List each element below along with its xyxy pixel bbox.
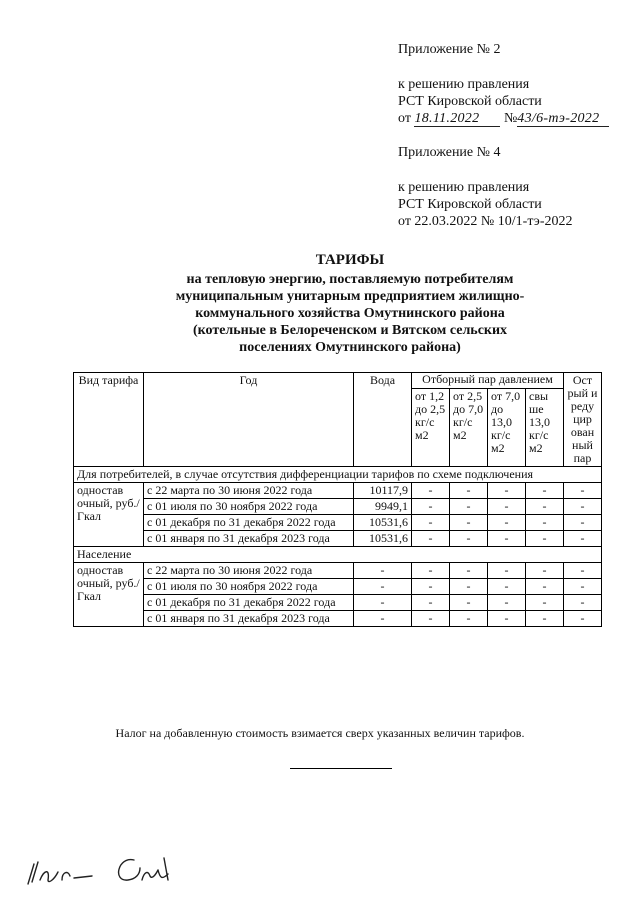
separator-line	[290, 768, 392, 769]
sharp-steam-value: -	[564, 531, 602, 547]
steam-2-value: -	[450, 483, 488, 499]
appendix-current	[398, 41, 609, 127]
steam-1-value: -	[412, 515, 450, 531]
steam-3-value: -	[488, 595, 526, 611]
appendix-current-line1: к решению правления	[398, 77, 530, 92]
steam-2-value: -	[450, 595, 488, 611]
header-steam-2: от 2,5 до 7,0 кг/с м2	[450, 389, 488, 467]
water-value: -	[354, 579, 412, 595]
steam-3-value: -	[488, 563, 526, 579]
steam-1-value: -	[412, 531, 450, 547]
steam-4-value: -	[526, 595, 564, 611]
steam-3-value: -	[488, 531, 526, 547]
period: с 01 июля по 30 ноября 2022 года	[144, 499, 354, 515]
period: с 22 марта по 30 июня 2022 года	[144, 483, 354, 499]
water-value: -	[354, 563, 412, 579]
steam-1-value: -	[412, 563, 450, 579]
date-prefix: от	[398, 111, 411, 126]
steam-3-value: -	[488, 515, 526, 531]
appendix-previous	[398, 144, 572, 230]
period: с 01 января по 31 декабря 2023 года	[144, 611, 354, 627]
sharp-steam-value: -	[564, 563, 602, 579]
header-sharp-steam: Ост рый и реду цир ован ный пар	[564, 373, 602, 467]
tariff-type: одностав очный, руб./Гкал	[74, 563, 144, 627]
appendix-current-title: Приложение № 2	[398, 42, 501, 57]
header-steam: Отборный пар давлением	[412, 373, 564, 389]
steam-3-value: -	[488, 579, 526, 595]
steam-3-value: -	[488, 611, 526, 627]
appendix-current-line2: РСТ Кировской области	[398, 94, 542, 109]
steam-4-value: -	[526, 499, 564, 515]
handwritten-date: 18.11.2022	[414, 112, 500, 127]
steam-2-value: -	[450, 563, 488, 579]
signature	[22, 850, 192, 890]
steam-4-value: -	[526, 563, 564, 579]
steam-4-value: -	[526, 611, 564, 627]
title-subtitle: на тепловую энергию, поставляемую потребителям муниципальным унитарным предприятием жилищно- коммунального хозяйства Омутнинского района (котельные в Белореченском и Вятском сельских поселениях Омутнинского района)	[175, 272, 525, 355]
period: с 01 января по 31 декабря 2023 года	[144, 531, 354, 547]
steam-2-value: -	[450, 531, 488, 547]
steam-2-value: -	[450, 611, 488, 627]
header-steam-4: свы ше 13,0 кг/с м2	[526, 389, 564, 467]
section-label: Для потребителей, в случае отсутствия дифференциации тарифов по схеме подключения	[74, 467, 602, 483]
steam-4-value: -	[526, 515, 564, 531]
handwritten-number: 43/6-тэ-2022	[517, 112, 609, 127]
steam-1-value: -	[412, 595, 450, 611]
period: с 01 декабря по 31 декабря 2022 года	[144, 595, 354, 611]
water-value: -	[354, 611, 412, 627]
steam-2-value: -	[450, 515, 488, 531]
steam-1-value: -	[412, 483, 450, 499]
sharp-steam-value: -	[564, 579, 602, 595]
steam-3-value: -	[488, 483, 526, 499]
sharp-steam-value: -	[564, 515, 602, 531]
water-value: -	[354, 595, 412, 611]
title-main: ТАРИФЫ	[315, 252, 385, 268]
appendix-previous-line2: РСТ Кировской области	[398, 197, 542, 212]
section-label: Население	[74, 547, 602, 563]
appendix-previous-line1: к решению правления	[398, 180, 530, 195]
period: с 22 марта по 30 июня 2022 года	[144, 563, 354, 579]
header-water: Вода	[354, 373, 412, 467]
header-steam-3: от 7,0 до 13,0 кг/с м2	[488, 389, 526, 467]
period: с 01 декабря по 31 декабря 2022 года	[144, 515, 354, 531]
steam-1-value: -	[412, 611, 450, 627]
sharp-steam-value: -	[564, 499, 602, 515]
sharp-steam-value: -	[564, 595, 602, 611]
water-value: 10531,6	[354, 515, 412, 531]
vat-note: Налог на добавленную стоимость взимается сверх указанных величин тарифов.	[115, 726, 525, 740]
sharp-steam-value: -	[564, 611, 602, 627]
section-population	[74, 547, 602, 627]
steam-4-value: -	[526, 531, 564, 547]
tariff-table	[73, 372, 602, 627]
steam-1-value: -	[412, 579, 450, 595]
header-steam-1: от 1,2 до 2,5 кг/с м2	[412, 389, 450, 467]
water-value: 10531,6	[354, 531, 412, 547]
document-title	[70, 252, 630, 356]
sharp-steam-value: -	[564, 483, 602, 499]
steam-1-value: -	[412, 499, 450, 515]
appendix-current-date-line	[398, 110, 609, 127]
appendix-previous-line3: от 22.03.2022 № 10/1-тэ-2022	[398, 214, 573, 229]
number-prefix: №	[503, 111, 518, 126]
period: с 01 июля по 30 ноября 2022 года	[144, 579, 354, 595]
header-tariff-type: Вид тарифа	[74, 373, 144, 467]
section-consumers	[74, 467, 602, 547]
appendix-previous-title: Приложение № 4	[398, 145, 501, 160]
steam-2-value: -	[450, 499, 488, 515]
steam-4-value: -	[526, 483, 564, 499]
header-year: Год	[144, 373, 354, 467]
steam-2-value: -	[450, 579, 488, 595]
steam-3-value: -	[488, 499, 526, 515]
water-value: 9949,1	[354, 499, 412, 515]
steam-4-value: -	[526, 579, 564, 595]
water-value: 10117,9	[354, 483, 412, 499]
tariff-type: одностав очный, руб./Гкал	[74, 483, 144, 547]
